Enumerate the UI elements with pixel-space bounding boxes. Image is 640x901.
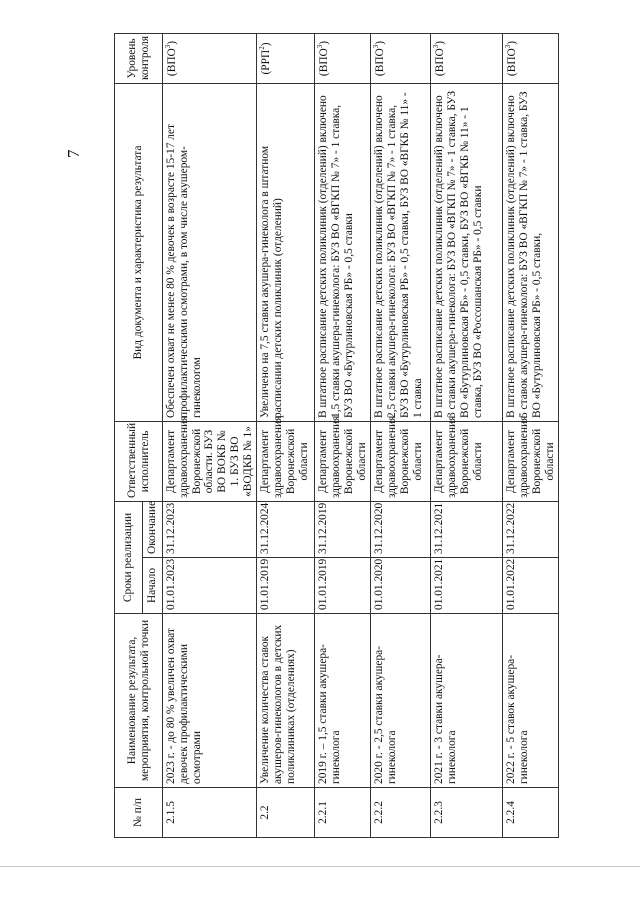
header-responsible: Ответственный исполнитель — [115, 421, 163, 501]
measures-table — [114, 33, 559, 838]
row-level: (ВПО$^3$) — [163, 33, 257, 83]
page-number: 7 — [64, 149, 83, 158]
row-name: 2022 г. - 5 ставок акушера-гинеколога — [503, 614, 559, 788]
row-start: 01.01.2019 — [315, 558, 371, 614]
row-name: 2023 г. - до 80 % увеличен охват девочек профилактическими осмотрами — [163, 614, 257, 788]
header-end: Окончание — [143, 501, 163, 557]
table-row — [315, 33, 371, 837]
row-responsible: Департамент здравоохранения Воронежской области. БУЗ ВО ВОКБ № 1. БУЗ ВО «ВОДКБ № 1» — [163, 421, 257, 501]
row-num: 2.2.3 — [431, 788, 503, 838]
row-level: (ВПО$^3$) — [315, 33, 371, 83]
header-name: Наименование результата, мероприятия, контрольной точки — [115, 614, 163, 788]
row-end: 31.12.2023 — [163, 501, 257, 557]
row-doc: В штатное расписание детских поликлиник (отделений) включено 3 ставки акушера-гинеколога: БУЗ ВО «ВГКП № 7» - 1 ставка, БУЗ ВО «Бутурлиновская РБ» - 0,5 ставки, БУЗ ВО «ВГКБ № 11» - 1 ставка, БУЗ ВО «Россошанская РБ» - 0,5 ставки — [431, 83, 503, 421]
table-row — [503, 33, 559, 837]
header-start: Начало — [143, 558, 163, 614]
row-num: 2.2.4 — [503, 788, 559, 838]
row-doc: В штатное расписание детских поликлиник (отделений) включено 2,5 ставки акушера-гинеколога: БУЗ ВО «ВГКП № 7» - 1 ставка, БУЗ ВО «Бутурлиновская РБ» - 0,5 ставки, БУЗ ВО «ВГКБ № 11» - 1 ставка — [371, 83, 431, 421]
row-num: 2.2.1 — [315, 788, 371, 838]
rotated-page-table — [114, 34, 556, 838]
row-end: 31.12.2019 — [315, 501, 371, 557]
row-responsible: Департамент здравоохранения Воронежской области — [431, 421, 503, 501]
row-doc: Увеличено на 7,5 ставки акушера-гинеколога в штатном расписании детских поликлиник (отделений) — [257, 83, 315, 421]
row-doc: В штатное расписание детских поликлиник (отделений) включено 1,5 ставки акушера-гинеколога: БУЗ ВО «ВГКП № 7» - 1 ставка, БУЗ ВО «Бутурлиновская РБ» - 0,5 ставки — [315, 83, 371, 421]
table-row — [371, 33, 431, 837]
row-responsible: Департамент здравоохранения Воронежской области — [371, 421, 431, 501]
row-num: 2.2.2 — [371, 788, 431, 838]
table-row — [163, 33, 257, 837]
row-end: 31.12.2024 — [257, 501, 315, 557]
row-level: (РРП$^2$) — [257, 33, 315, 83]
row-start: 01.01.2023 — [163, 558, 257, 614]
row-doc: Обеспечен охват не менее 80 % девочек в возрасте 15-17 лет профилактическими осмотрами, в том числе акушером-гинекологом — [163, 83, 257, 421]
header-num: № п/п — [115, 788, 163, 838]
row-responsible: Департамент здравоохранения Воронежской области — [257, 421, 315, 501]
row-end: 31.12.2020 — [371, 501, 431, 557]
row-end: 31.12.2021 — [431, 501, 503, 557]
row-name: 2021 г. - 3 ставки акушера-гинеколога — [431, 614, 503, 788]
row-start: 01.01.2020 — [371, 558, 431, 614]
row-name: 2019 г. – 1,5 ставки акушера-гинеколога — [315, 614, 371, 788]
row-responsible: Департамент здравоохранения Воронежской области — [315, 421, 371, 501]
row-name: 2020 г. - 2,5 ставки акушера-гинеколога — [371, 614, 431, 788]
row-start: 01.01.2019 — [257, 558, 315, 614]
table-row — [257, 33, 315, 837]
row-num: 2.2 — [257, 788, 315, 838]
page-bottom-divider — [0, 866, 640, 867]
row-responsible: Департамент здравоохранения Воронежской области — [503, 421, 559, 501]
table-row — [431, 33, 503, 837]
row-level: (ВПО$^3$) — [371, 33, 431, 83]
row-start: 01.01.2022 — [503, 558, 559, 614]
row-level: (ВПО$^3$) — [431, 33, 503, 83]
header-period: Сроки реализации — [115, 501, 143, 613]
row-num: 2.1.5 — [163, 788, 257, 838]
row-end: 31.12.2022 — [503, 501, 559, 557]
header-level: Уровень контроля — [115, 33, 163, 83]
row-start: 01.01.2021 — [431, 558, 503, 614]
row-doc: В штатное расписание детских поликлиник (отделений) включено 5 ставок акушера-гинеколога: БУЗ ВО «ВГКП № 7» - 1 ставка, БУЗ ВО «Бутурлиновская РБ» - 0,5 ставки, — [503, 83, 559, 421]
row-level: (ВПО$^3$) — [503, 33, 559, 83]
header-doc: Вид документа и характеристика результата — [115, 83, 163, 421]
row-name: Увеличение количества ставок акушеров-гинекологов в детских поликлиниках (отделениях) — [257, 614, 315, 788]
